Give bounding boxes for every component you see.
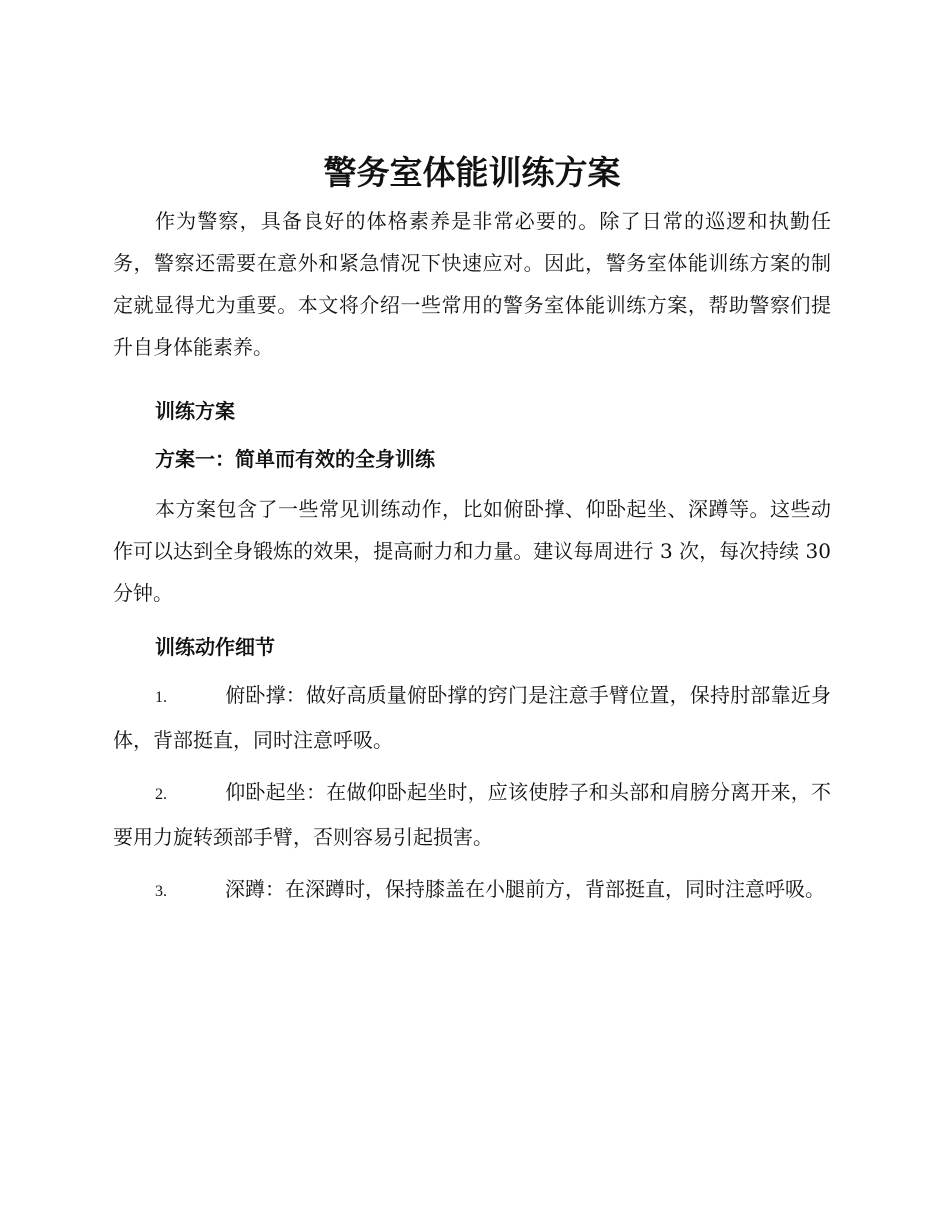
- list-item-text: 俯卧撑：做好高质量俯卧撑的窍门是注意手臂位置，保持肘部靠近身体，背部挺直，同时注意呼吸。: [113, 683, 831, 752]
- section-heading: 训练方案: [155, 399, 235, 423]
- document-title: 警务室体能训练方案: [323, 153, 621, 192]
- details-heading: 训练动作细节: [155, 635, 275, 659]
- list-item: [113, 868, 831, 913]
- list-item-number: 1.: [155, 689, 167, 706]
- plan-heading: 方案一：简单而有效的全身训练: [155, 447, 435, 471]
- list-item-text: 深蹲：在深蹲时，保持膝盖在小腿前方，背部挺直，同时注意呼吸。: [225, 877, 825, 901]
- list-item-text: 仰卧起坐：在做仰卧起坐时，应该使脖子和头部和肩膀分离开来，不要用力旋转颈部手臂，否则容易引起损害。: [113, 780, 831, 849]
- plan-paragraph: 本方案包含了一些常见训练动作，比如俯卧撑、仰卧起坐、深蹲等。这些动作可以达到全身锻炼的效果，提高耐力和力量。建议每周进行 3 次，每次持续 30 分钟。: [113, 497, 831, 605]
- list-item: [113, 771, 831, 858]
- exercise-list: [113, 674, 831, 913]
- list-item-number: 2.: [155, 786, 167, 803]
- intro-paragraph: 作为警察，具备良好的体格素养是非常必要的。除了日常的巡逻和执勤任务，警察还需要在意外和紧急情况下快速应对。因此，警务室体能训练方案的制定就显得尤为重要。本文将介绍一些常用的警务室体能训练方案，帮助警察们提升自身体能素养。: [113, 209, 831, 359]
- list-item-number: 3.: [155, 883, 167, 900]
- document-body: [113, 150, 831, 923]
- list-item: [113, 674, 831, 761]
